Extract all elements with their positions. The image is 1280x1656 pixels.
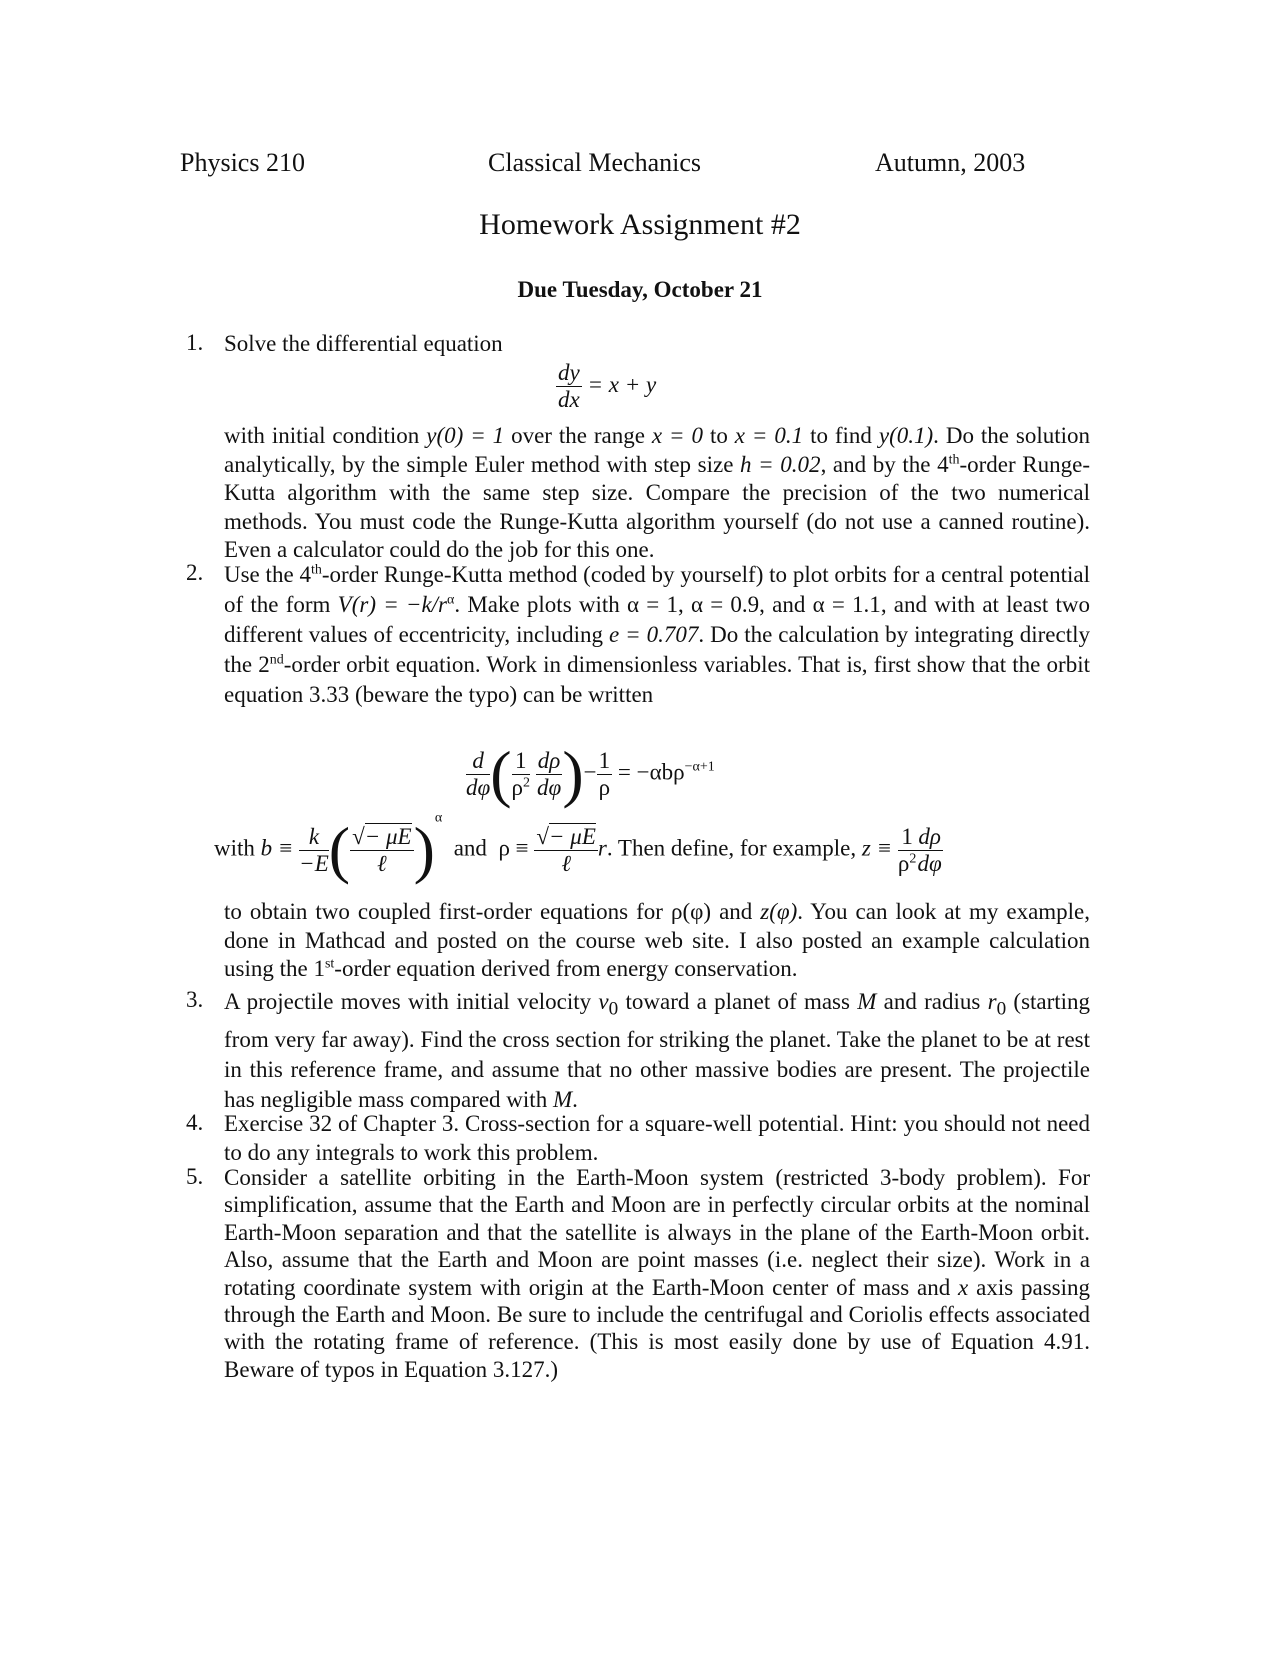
subject-label: Classical Mechanics xyxy=(488,148,701,177)
text: A projectile moves with initial velocity xyxy=(224,989,592,1014)
fraction xyxy=(916,824,943,877)
math: k xyxy=(308,823,320,849)
math: ℓ xyxy=(377,850,387,876)
text: with xyxy=(214,835,255,861)
text: -order Runge-Kutta method (coded by yourself) to plot orbits for a central potential of the form xyxy=(224,562,1091,617)
math-inline: α = 1.1 xyxy=(812,592,881,617)
math-inline: x = 0.1 xyxy=(734,423,804,448)
orbit-equation: $\frac{d}{d\varphi}$ ( $\frac{1}{\rho^2}$ $\frac{d\rho}{d\varphi}$ )− $\frac{1}{\rho}$ = −αbρ$^{-\alpha+1}$ xyxy=(466,738,715,809)
text: . Then define, for example, xyxy=(606,835,857,861)
math: ρ xyxy=(897,850,910,876)
text: -order Runge-Kutta algorithm with the same step size. Compare the precision of the two numerical methods. You must code the Runge-Kutta algorithm yourself (do not use a canned routine). Even a calculator could do the job for this one. xyxy=(224,451,1090,562)
math: 1 xyxy=(512,748,530,775)
math-inline: α = 0.9 xyxy=(690,592,760,617)
math: dφ xyxy=(917,850,942,876)
math-inline: y(0.1) xyxy=(878,423,934,448)
text: . xyxy=(572,1086,578,1112)
fraction xyxy=(299,824,329,877)
problem-1-body xyxy=(224,422,1090,565)
math: 1 xyxy=(598,747,611,773)
math-inline: x = 0 xyxy=(651,423,704,448)
math-inline: ρ(φ) xyxy=(670,899,712,924)
term-label: Autumn, 2003 xyxy=(875,148,1026,177)
math-inline: M xyxy=(857,989,877,1014)
equation-dy-dx xyxy=(556,360,656,413)
text: and xyxy=(719,899,753,924)
math: −E xyxy=(299,850,329,876)
fraction: $\frac{√- \mu E}{\text{ℓ}}$ xyxy=(536,823,596,876)
math: r xyxy=(597,835,607,861)
text: and xyxy=(453,835,487,861)
fraction xyxy=(556,360,582,413)
math-inline: M xyxy=(552,1086,573,1112)
course-label: Physics 210 xyxy=(180,148,305,177)
math: − μE xyxy=(364,823,412,849)
math: ρ xyxy=(598,774,611,800)
fraction: $\frac{√- \mu E}{\text{ℓ}}$ xyxy=(352,823,412,876)
text: . You can look at my example, done in Mathcad and posted on the course web site. I also posted an example calculation using the 1 xyxy=(224,899,1091,981)
eq-numerator: dy xyxy=(558,360,580,385)
problem-number: 4. xyxy=(186,1110,204,1135)
definitions-line xyxy=(214,810,1090,885)
math: ρ ≡ xyxy=(498,835,529,861)
superscript: −α+1 xyxy=(684,759,715,775)
text: , and with at least two different values of eccentricity, including xyxy=(224,592,1091,647)
math: d xyxy=(472,747,484,773)
problem-1-intro: Solve the differential equation xyxy=(224,331,503,356)
superscript: st xyxy=(324,956,335,972)
math: dφ xyxy=(536,774,562,800)
text: , and xyxy=(759,592,806,617)
math: = −αbρ xyxy=(617,759,685,785)
math-inline: v xyxy=(598,989,609,1014)
math-inline: e = 0.707 xyxy=(608,622,699,647)
problem-number: 5. xyxy=(186,1164,204,1189)
problem-number: 3. xyxy=(186,987,204,1012)
paren-right: ) xyxy=(562,738,584,809)
subscript: 0 xyxy=(996,998,1007,1020)
superscript: α xyxy=(447,592,455,608)
text: with initial condition xyxy=(224,423,420,448)
superscript: th xyxy=(948,451,960,467)
superscript: α xyxy=(434,810,443,826)
text: over the range xyxy=(511,423,645,448)
text: axis passing through the Earth and Moon. Be sure to include the centrifugal and Coriolis effects associated with the rotating frame of reference. (This is most easily done by use of Equation 4.91. Beware of typos in Equation 3.127.) xyxy=(224,1274,1090,1382)
math-inline: z(φ) xyxy=(760,899,798,924)
text: . Do the solution analytically, by the simple Euler method with step size xyxy=(224,423,1091,477)
problem-2-body: Use the 4th-order Runge-Kutta method (coded by yourself) to plot orbits for a central potential of the form $V(r) = -k/r^\alpha$. Make plots with α = 1, α = 0.9, and α = 1.1, and with at least two different values of eccentricity, including e = 0.707. Do the calculation by integrating directly the 2nd-order orbit equation. Work in dimensionless variables. That is, first show that the orbit equation 3.33 (beware the typo) can be written xyxy=(224,562,1091,707)
problem-number: 2. xyxy=(186,560,204,585)
fraction xyxy=(898,824,916,877)
math-inline: V(r) = −k/r xyxy=(337,592,448,617)
fraction xyxy=(466,748,490,801)
superscript: 2 xyxy=(523,774,531,790)
text: , and by the 4 xyxy=(820,451,949,477)
math: − μE xyxy=(549,823,596,849)
due-date: Due Tuesday, October 21 xyxy=(517,277,763,302)
text: -order equation derived from energy conservation. xyxy=(334,956,798,981)
text: to xyxy=(709,423,728,448)
superscript: 2 xyxy=(909,850,917,866)
text: Use the 4 xyxy=(224,562,311,587)
math-inline: h = 0.02 xyxy=(740,451,821,477)
math: 1 xyxy=(901,823,913,849)
paren-left: ( xyxy=(490,738,512,809)
math: ρ xyxy=(511,774,524,800)
page-title: Homework Assignment #2 xyxy=(479,208,801,241)
math: ℓ xyxy=(561,850,571,876)
superscript: th xyxy=(310,562,322,578)
paren-left: ( xyxy=(328,814,351,885)
math-inline: α = 1 xyxy=(627,592,678,617)
text: . Do the calculation by integrating directly the 2 xyxy=(224,622,1090,677)
text: . Make plots with xyxy=(454,592,620,617)
eq-rhs: = x + y xyxy=(587,371,657,397)
paren-right: ) xyxy=(413,814,435,885)
subscript: 0 xyxy=(608,998,619,1020)
text: Consider a satellite orbiting in the Earth-Moon system (restricted 3-body problem). For simplification, assume that the Earth and Moon are in perfectly circular orbits at the nominal Earth-Moon separation and that the satellite is always in the plane of the Earth-Moon orbit. Also, assume that the Earth and Moon are point masses (i.e. neglect their size). Work in a rotating coordinate system with origin at the Earth-Moon center of mass and xyxy=(224,1165,1090,1300)
eq-denominator: dx xyxy=(558,387,580,412)
problem-2-continued xyxy=(224,898,1090,984)
math-inline: r xyxy=(987,989,997,1014)
math: dρ xyxy=(918,823,941,849)
problem-4-body: Exercise 32 of Chapter 3. Cross-section for a square-well potential. Hint: you should not need to do any integrals to work this problem. xyxy=(224,1111,1090,1165)
math: dρ xyxy=(537,747,561,773)
text: (starting from very far away). Find the cross section for striking the planet. Take the planet to be at rest in this reference frame, and assume that no other massive bodies are present. The projectile has negligible mass compared with xyxy=(224,989,1091,1112)
math: b ≡ xyxy=(260,835,294,861)
text: and radius xyxy=(883,989,981,1014)
problem-number: 1. xyxy=(186,330,204,355)
problem-3-body xyxy=(224,987,1090,1115)
superscript: nd xyxy=(269,652,284,668)
fraction xyxy=(512,748,530,801)
math-inline: x xyxy=(958,1274,969,1300)
text: to obtain two coupled first-order equations for xyxy=(224,899,663,924)
text: toward a planet of mass xyxy=(625,989,850,1014)
math: z ≡ xyxy=(861,835,893,861)
fraction xyxy=(536,748,563,801)
math: dφ xyxy=(466,774,491,800)
text: to find xyxy=(810,423,872,448)
math-inline: y(0) = 1 xyxy=(426,423,505,448)
text: -order orbit equation. Work in dimensionless variables. That is, first show that the orbit equation 3.33 (beware the typo) can be written xyxy=(224,652,1090,707)
fraction xyxy=(597,748,613,801)
problem-5-body xyxy=(224,1164,1090,1383)
